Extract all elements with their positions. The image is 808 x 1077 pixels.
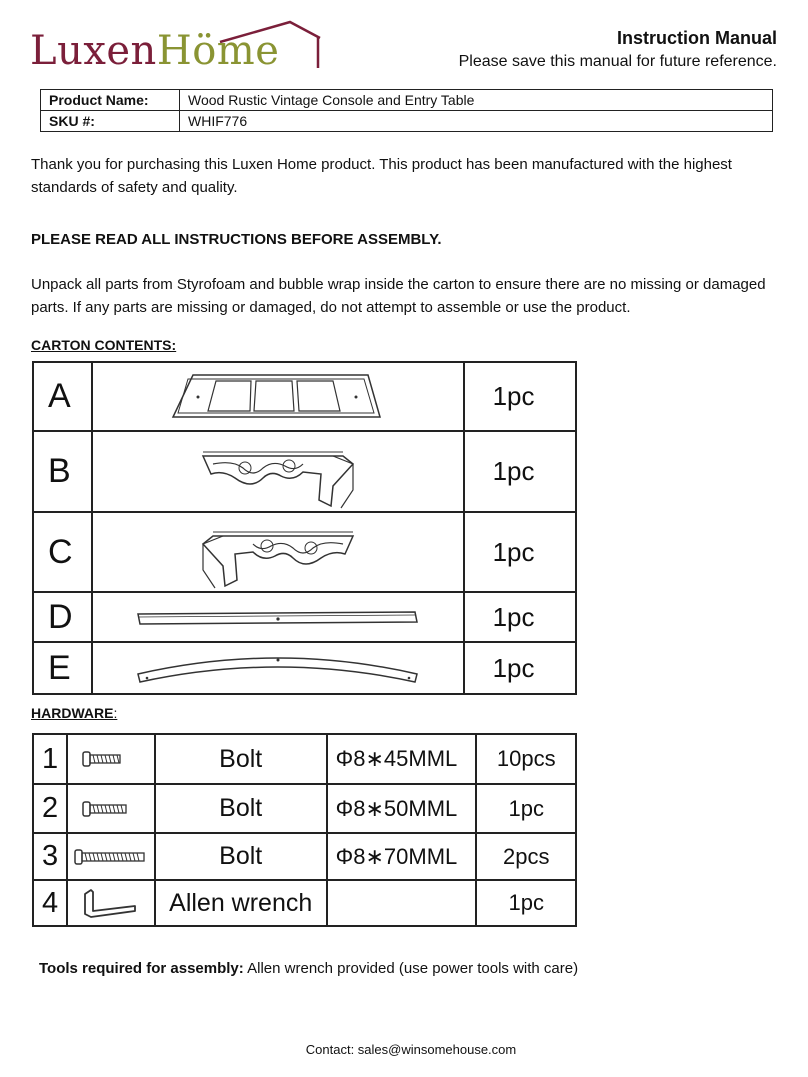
- part-letter: C: [33, 512, 92, 592]
- hardware-heading-text: HARDWARE: [31, 705, 114, 721]
- hardware-spec: [327, 880, 477, 926]
- thanks-paragraph: Thank you for purchasing this Luxen Home product. This product has been manufactured with the highest standards of safety and quality.: [31, 156, 732, 196]
- sku-value: WHIF776: [180, 111, 773, 132]
- carton-row: [33, 642, 576, 694]
- hardware-heading: [31, 705, 117, 721]
- hardware-number: 1: [33, 734, 67, 784]
- contact-footer: Contact: sales@winsomehouse.com: [305, 1042, 517, 1057]
- product-name-value: Wood Rustic Vintage Console and Entry Table: [180, 90, 773, 111]
- part-qty: 1pc: [464, 431, 576, 512]
- hardware-heading-colon: :: [113, 705, 118, 721]
- part-letter: D: [33, 592, 92, 642]
- short-bolt-icon: [81, 749, 141, 769]
- part-qty: 1pc: [464, 592, 576, 642]
- hardware-row: [33, 880, 576, 926]
- carton-row: [33, 512, 576, 592]
- part-letter: B: [33, 431, 92, 512]
- brand-part-luxen: Luxen: [30, 28, 157, 74]
- sku-row: [41, 111, 773, 132]
- part-letter: A: [33, 362, 92, 431]
- read-all-notice: PLEASE READ ALL INSTRUCTIONS BEFORE ASSEMBLY.: [31, 231, 442, 248]
- straight-bar-icon: [133, 602, 423, 632]
- part-qty: 1pc: [464, 362, 576, 431]
- product-info-table: [40, 89, 773, 132]
- hardware-table: [32, 733, 577, 927]
- hardware-row: [33, 784, 576, 833]
- page-subtitle: Please save this manual for future reference.: [458, 53, 777, 70]
- hardware-number: 4: [33, 880, 67, 926]
- product-name-label: Product Name:: [41, 90, 180, 111]
- hardware-row: [33, 833, 576, 880]
- hardware-row: [33, 734, 576, 784]
- unpack-paragraph: Unpack all parts from Styrofoam and bubble wrap inside the carton to ensure there are no missing or damaged parts. If any parts are missing or damaged, do not attempt to assemble or use the product.: [31, 276, 766, 316]
- hardware-qty: 1pc: [476, 880, 576, 926]
- hardware-name: Bolt: [155, 734, 327, 784]
- tools-label: Tools required for assembly:: [39, 960, 244, 977]
- hardware-qty: 10pcs: [476, 734, 576, 784]
- medium-bolt-icon: [81, 799, 141, 819]
- scroll-side-panel-icon: [193, 514, 363, 590]
- curved-bar-icon: [133, 648, 423, 688]
- carton-row: [33, 362, 576, 431]
- hardware-name: Bolt: [155, 833, 327, 880]
- page-title: Instruction Manual: [616, 28, 777, 48]
- carton-row: [33, 431, 576, 512]
- carton-contents-heading: CARTON CONTENTS:: [31, 337, 177, 353]
- carton-row: [33, 592, 576, 642]
- tools-text: Allen wrench provided (use power tools with care): [243, 960, 579, 977]
- hardware-spec: Φ8∗45MML: [327, 734, 477, 784]
- part-qty: 1pc: [464, 642, 576, 694]
- hardware-name: Allen wrench: [155, 880, 327, 926]
- part-letter: E: [33, 642, 92, 694]
- tools-required: [39, 960, 578, 977]
- hardware-spec: Φ8∗50MML: [327, 784, 477, 833]
- hardware-number: 3: [33, 833, 67, 880]
- hardware-spec: Φ8∗70MML: [327, 833, 477, 880]
- part-qty: 1pc: [464, 512, 576, 592]
- product-name-row: [41, 90, 773, 111]
- long-bolt-icon: [73, 847, 149, 867]
- brand-wordmark: [30, 28, 279, 74]
- scroll-side-panel-icon: [193, 434, 363, 510]
- sku-label: SKU #:: [41, 111, 180, 132]
- brand-logo: [30, 20, 300, 76]
- carton-contents-table: [32, 361, 577, 695]
- allen-wrench-icon: [81, 886, 141, 920]
- hardware-qty: 1pc: [476, 784, 576, 833]
- hardware-qty: 2pcs: [476, 833, 576, 880]
- table-top-frame-icon: [168, 367, 388, 427]
- brand-part-home: Höme: [156, 28, 280, 74]
- hardware-number: 2: [33, 784, 67, 833]
- hardware-name: Bolt: [155, 784, 327, 833]
